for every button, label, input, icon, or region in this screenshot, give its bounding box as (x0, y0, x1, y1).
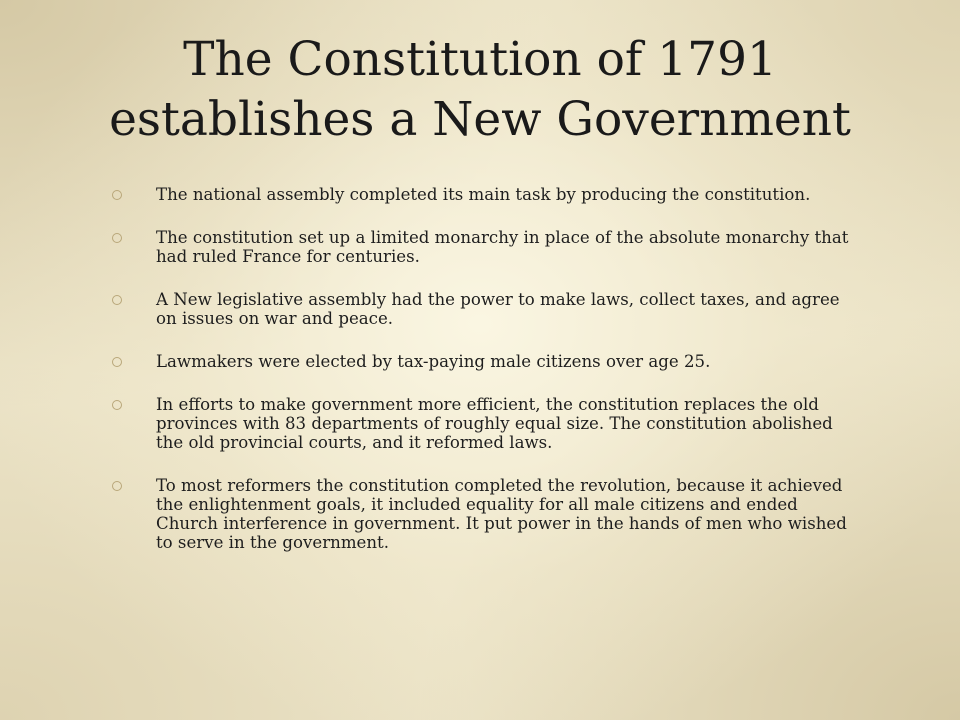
bullet-text: The constitution set up a limited monarchy in place of the absolute monarchy that had ruled France for centuries. (156, 228, 849, 266)
slide-title-line-2: establishes a New Government (109, 92, 851, 147)
bullet-text: To most reformers the constitution completed the revolution, because it achieved the enlightenment goals, it included equality for all male citizens and ended Church interference in government. It put power in the hands of men who wished to serve in the government. (156, 476, 847, 552)
bullet-item (110, 395, 850, 452)
bullet-item (110, 228, 850, 266)
hollow-circle-bullet-icon (112, 400, 122, 410)
bullet-item (110, 352, 850, 371)
hollow-circle-bullet-icon (112, 357, 122, 367)
hollow-circle-bullet-icon (112, 295, 122, 305)
bullet-list (110, 185, 850, 576)
bullet-text: A New legislative assembly had the power to make laws, collect taxes, and agree on issues on war and peace. (156, 290, 840, 328)
slide-title (60, 30, 900, 150)
hollow-circle-bullet-icon (112, 481, 122, 491)
bullet-text: In efforts to make government more efficient, the constitution replaces the old provinces with 83 departments of roughly equal size. The constitution abolished the old provincial courts, and it reformed laws. (156, 395, 833, 452)
bullet-text: Lawmakers were elected by tax-paying male citizens over age 25. (156, 352, 711, 371)
hollow-circle-bullet-icon (112, 190, 122, 200)
bullet-text: The national assembly completed its main task by producing the constitution. (156, 185, 811, 204)
hollow-circle-bullet-icon (112, 233, 122, 243)
bullet-item (110, 290, 850, 328)
slide-title-line-1: The Constitution of 1791 (183, 32, 777, 87)
bullet-item (110, 185, 850, 204)
bullet-item (110, 476, 850, 552)
